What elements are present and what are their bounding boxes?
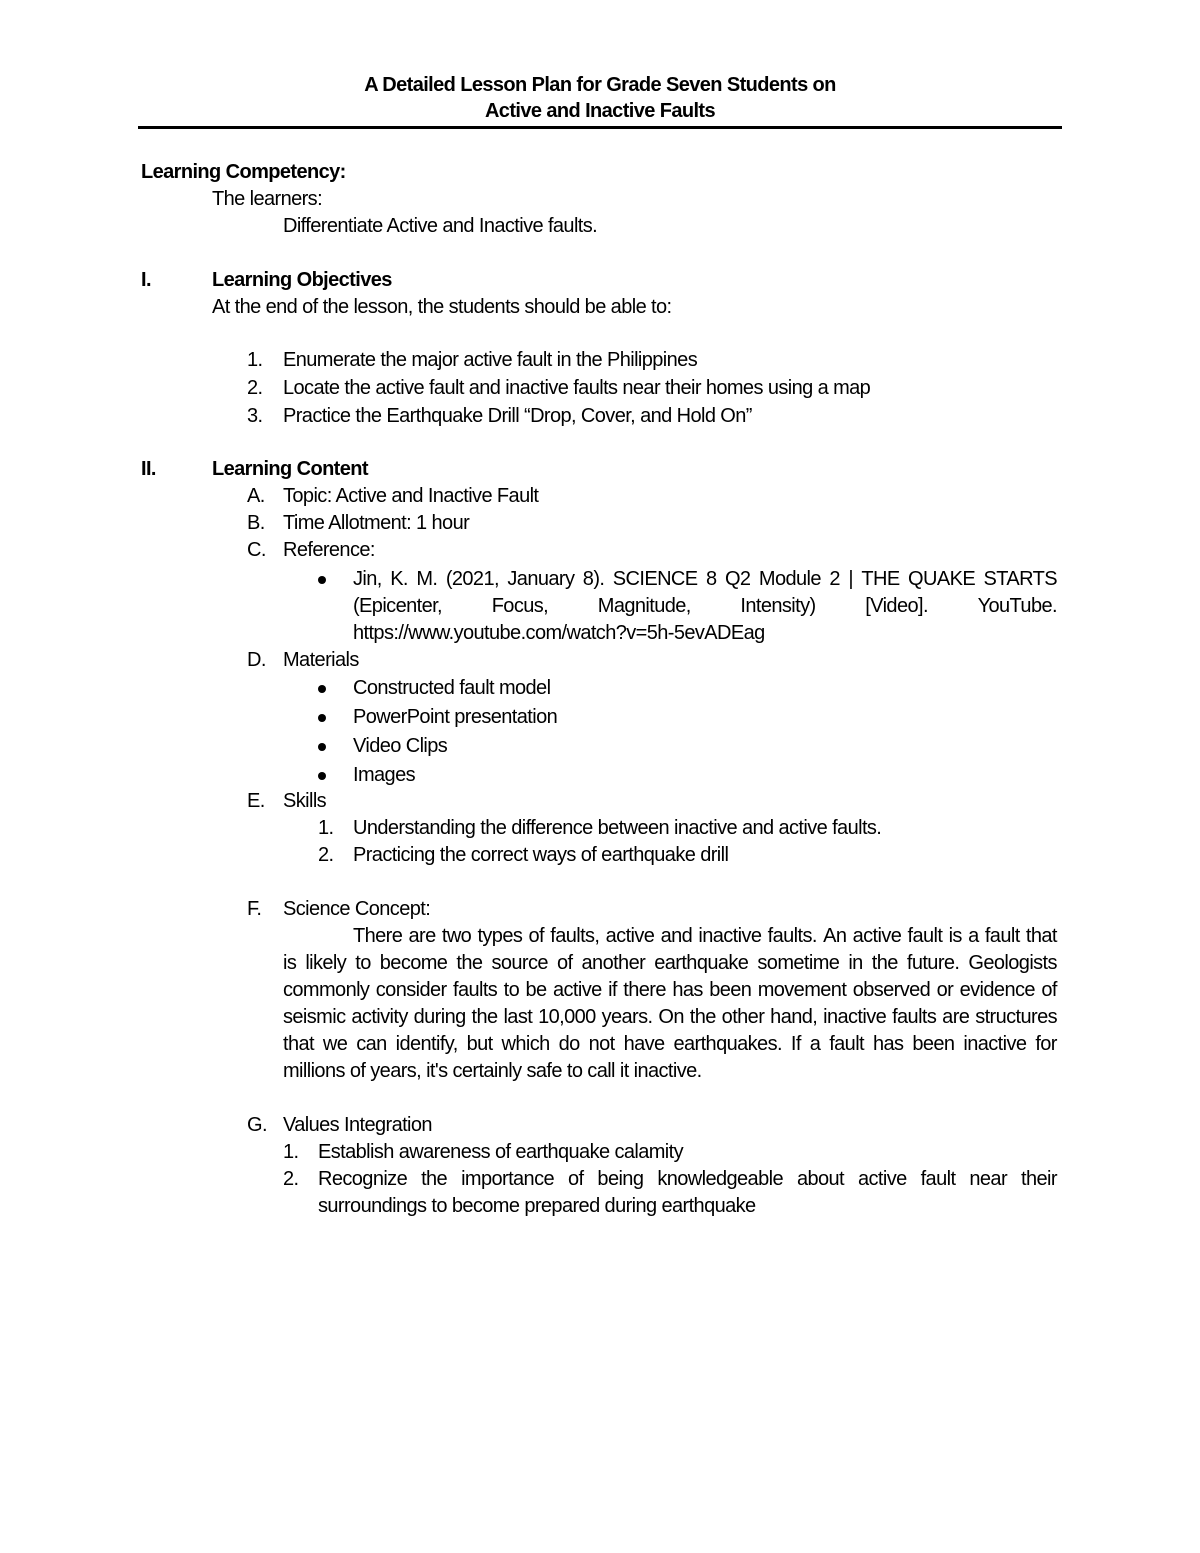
skill-item: Understanding the difference between inactive and active faults.	[353, 817, 882, 839]
word: the	[456, 952, 483, 974]
word: January	[507, 568, 575, 590]
word: 10,000	[538, 1006, 596, 1028]
word: a	[809, 1033, 821, 1055]
value-item: Establish awareness of earthquake calamity	[318, 1141, 684, 1163]
word: of	[567, 1168, 584, 1190]
word: active	[857, 1168, 907, 1190]
word: can	[356, 1033, 387, 1055]
word: seismic	[283, 1006, 346, 1028]
reference-letter: C.	[247, 539, 266, 561]
word: inactive	[698, 925, 762, 947]
word: are	[942, 1006, 970, 1028]
word: there	[623, 979, 666, 1001]
word: YouTube.	[977, 595, 1057, 617]
reference-citation-line-2	[353, 594, 1057, 618]
word: have	[623, 1033, 665, 1055]
word: K.	[390, 568, 408, 590]
topic-text: Topic: Active and Inactive Fault	[283, 485, 539, 507]
bullet-icon	[318, 772, 326, 780]
word: about	[796, 1168, 844, 1190]
objective-item: Enumerate the major active fault in the Philippines	[283, 349, 698, 371]
word: structures	[975, 1006, 1057, 1028]
values-label: Values Integration	[283, 1114, 432, 1136]
word: Focus,	[491, 595, 549, 617]
word: 2	[829, 568, 840, 590]
reference-url: https://www.youtube.com/watch?v=5h-5evADEag	[353, 622, 765, 644]
objectives-intro: At the end of the lesson, the students should be able to:	[212, 296, 672, 318]
word: is	[948, 925, 962, 947]
word: a	[968, 925, 979, 947]
word: types	[477, 925, 523, 947]
word: importance	[461, 1168, 554, 1190]
materials-letter: D.	[247, 649, 266, 671]
word: M.	[416, 568, 438, 590]
bullet-icon	[318, 714, 326, 722]
word: likely	[305, 952, 347, 974]
word: sometime	[757, 952, 840, 974]
word: if	[608, 979, 617, 1001]
word: faults	[452, 979, 498, 1001]
word: are	[408, 925, 436, 947]
material-item: PowerPoint presentation	[353, 706, 558, 728]
word: Recognize	[318, 1168, 408, 1190]
word: fault	[984, 925, 1020, 947]
topic-letter: A.	[247, 485, 265, 507]
value-number: 1.	[283, 1141, 299, 1163]
word: which	[501, 1033, 550, 1055]
word: of	[1041, 979, 1057, 1001]
word: observed	[852, 979, 931, 1001]
document-title-line-1: A Detailed Lesson Plan for Grade Seven Students on	[364, 74, 836, 96]
concept-paragraph-last-line: millions of years, it's certainly safe to call it inactive.	[283, 1060, 702, 1082]
word: source	[491, 952, 548, 974]
concept-label: Science Concept:	[283, 898, 431, 920]
skill-number: 2.	[318, 844, 334, 866]
word: STARTS	[983, 568, 1057, 590]
word: has	[672, 979, 703, 1001]
concept-paragraph-line	[283, 1032, 1057, 1056]
word: evidence	[959, 979, 1035, 1001]
concept-paragraph-line	[283, 978, 1057, 1002]
word: consider	[375, 979, 447, 1001]
reference-label: Reference:	[283, 539, 375, 561]
content-heading: Learning Content	[212, 458, 368, 480]
document-title-line-2: Active and Inactive Faults	[484, 100, 716, 122]
word: future.	[906, 952, 960, 974]
word: active	[605, 925, 655, 947]
word: knowledgeable	[657, 1168, 783, 1190]
word: in	[848, 952, 863, 974]
word: Geologists	[968, 952, 1057, 974]
word: become	[379, 952, 448, 974]
word: faults,	[550, 925, 600, 947]
word: two	[441, 925, 472, 947]
word: of	[528, 925, 544, 947]
objective-item: Locate the active fault and inactive faults near their homes using a map	[283, 377, 871, 399]
word: Module	[758, 568, 821, 590]
word: is	[283, 952, 297, 974]
word: not	[588, 1033, 615, 1055]
word: If	[790, 1033, 801, 1055]
skills-label: Skills	[283, 790, 327, 812]
word: faults	[892, 1006, 937, 1028]
objective-item: Practice the Earthquake Drill “Drop, Cover, and Hold On”	[283, 405, 752, 427]
word: movement	[757, 979, 847, 1001]
word: been	[709, 979, 752, 1001]
time-letter: B.	[247, 512, 265, 534]
value-item-line-2: surroundings to become prepared during earthquake	[318, 1195, 756, 1217]
word: or	[936, 979, 954, 1001]
word: Jin,	[353, 568, 382, 590]
word: (2021,	[445, 568, 499, 590]
word: inactive	[963, 1033, 1027, 1055]
objectives-heading: Learning Objectives	[212, 269, 392, 291]
objectives-numeral: I.	[141, 269, 151, 291]
word: to	[503, 979, 520, 1001]
word: |	[848, 568, 853, 590]
value-number: 2.	[283, 1168, 299, 1190]
word: commonly	[283, 979, 370, 1001]
word: inactive	[823, 1006, 887, 1028]
values-letter: G.	[247, 1114, 267, 1136]
material-item: Images	[353, 764, 415, 786]
word: has	[872, 1033, 904, 1055]
competency-item: Differentiate Active and Inactive faults.	[283, 215, 598, 237]
bullet-icon	[318, 576, 326, 584]
word: [Video].	[865, 595, 928, 617]
word: active	[552, 979, 602, 1001]
title-divider	[138, 126, 1062, 129]
concept-paragraph-line	[353, 924, 1057, 948]
word: other	[721, 1006, 765, 1028]
word: faults.	[767, 925, 817, 947]
word: activity	[351, 1006, 408, 1028]
word: that	[1025, 925, 1057, 947]
word: that	[283, 1033, 314, 1055]
word: There	[353, 925, 403, 947]
word: to	[355, 952, 371, 974]
word: earthquakes.	[673, 1033, 782, 1055]
word: near	[969, 1168, 1008, 1190]
word: On	[658, 1006, 684, 1028]
word: fault	[920, 1168, 956, 1190]
objective-number: 3.	[247, 405, 263, 427]
word: and	[660, 925, 693, 947]
word: during	[413, 1006, 466, 1028]
materials-label: Materials	[283, 649, 359, 671]
objective-number: 1.	[247, 349, 263, 371]
objective-number: 2.	[247, 377, 263, 399]
word: years.	[601, 1006, 653, 1028]
skill-number: 1.	[318, 817, 334, 839]
concept-paragraph-line	[283, 951, 1057, 975]
competency-heading: Learning Competency:	[141, 161, 346, 183]
word: but	[466, 1033, 493, 1055]
word: been	[912, 1033, 955, 1055]
word: active	[852, 925, 902, 947]
concept-letter: F.	[247, 898, 262, 920]
word: the	[471, 1006, 498, 1028]
word: of	[556, 952, 573, 974]
word: for	[1035, 1033, 1057, 1055]
material-item: Video Clips	[353, 735, 448, 757]
word: hand,	[770, 1006, 818, 1028]
word: we	[322, 1033, 348, 1055]
concept-paragraph-line	[283, 1005, 1057, 1029]
word: the	[421, 1168, 448, 1190]
word: QUAKE	[908, 568, 976, 590]
value-item-line-1	[318, 1167, 1057, 1191]
word: another	[581, 952, 646, 974]
skills-letter: E.	[247, 790, 265, 812]
word: Intensity)	[740, 595, 816, 617]
word: Magnitude,	[597, 595, 691, 617]
content-numeral: II.	[141, 458, 156, 480]
competency-intro: The learners:	[212, 188, 323, 210]
word: be	[525, 979, 547, 1001]
time-allotment-text: Time Allotment: 1 hour	[283, 512, 470, 534]
word: THE	[861, 568, 900, 590]
word: identify,	[395, 1033, 458, 1055]
material-item: Constructed fault model	[353, 677, 551, 699]
word: (Epicenter,	[353, 595, 443, 617]
reference-citation-line-1	[353, 567, 1057, 591]
word: 8	[705, 568, 717, 590]
word: their	[1020, 1168, 1057, 1190]
skill-item: Practicing the correct ways of earthquake drill	[353, 844, 729, 866]
word: do	[558, 1033, 580, 1055]
word: An	[823, 925, 847, 947]
word: earthquake	[654, 952, 749, 974]
word: fault	[829, 1033, 864, 1055]
word: the	[689, 1006, 716, 1028]
bullet-icon	[318, 685, 326, 693]
word: SCIENCE	[612, 568, 698, 590]
word: last	[503, 1006, 533, 1028]
bullet-icon	[318, 743, 326, 751]
word: fault	[907, 925, 943, 947]
word: 8).	[582, 568, 605, 590]
word: being	[597, 1168, 644, 1190]
word: Q2	[724, 568, 751, 590]
word: the	[871, 952, 898, 974]
